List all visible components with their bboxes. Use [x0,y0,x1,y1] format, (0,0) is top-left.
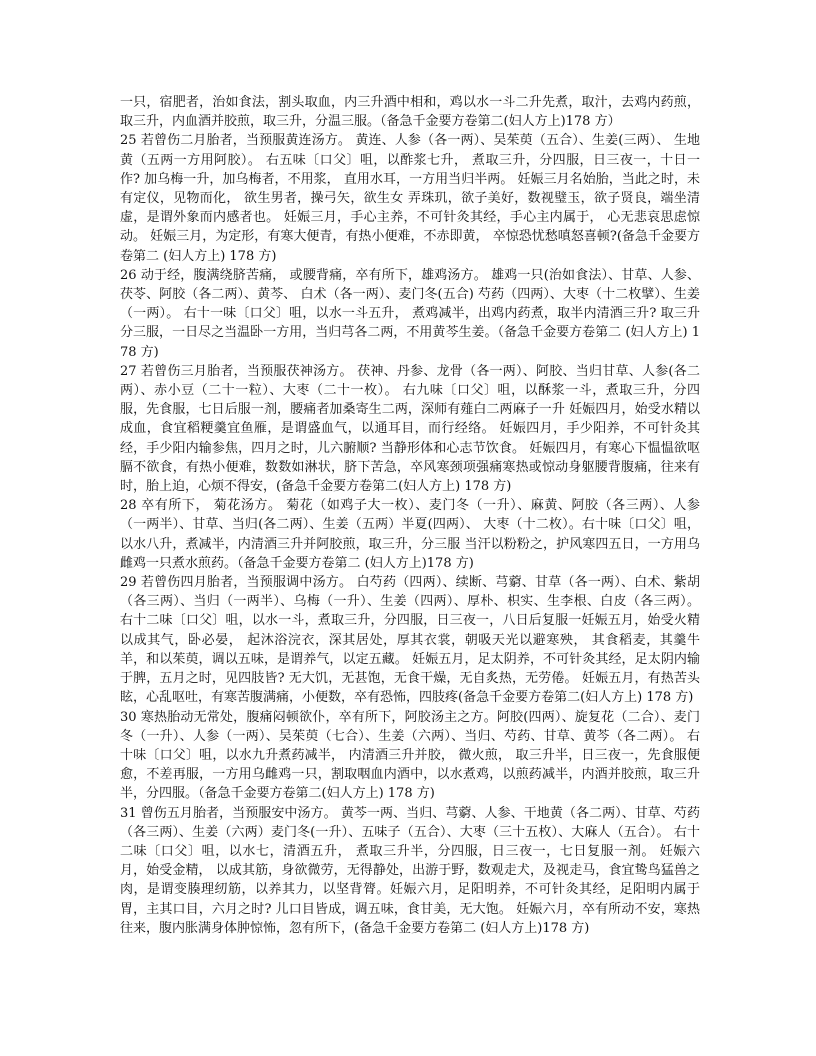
paragraph-27: 27 若曾伤三月胎者，当预服茯神汤方。 茯神、丹参、龙骨（各一两）、阿胶、当归甘草、人参(各二两）、赤小豆（二十一粒）、大枣（二十一枚）。 右九味〔口父〕咀，以酥浆一斗，煮取三升，分四服，先食服，七日后服一剂，腰痛者加桑寄生二两，深师有薤白二两麻子一升 妊娠四月，始受水精以成血，食宜稻粳羹宜鱼雁，是谓盛血气，以通耳目，而行经络。 妊娠四月，手少阳养，不可针灸其经，手少阳内输参焦，四月之时，儿六腑顺? 当静形体和心志节饮食。 妊娠四月，有寒心下愠愠欲呕膈不欲食，有热小便难，数数如淋状，脐下苦急，卒风寒颈项强痛寒热或惊动身躯腰背腹痛，往来有时，胎上迫，心烦不得安，(备急千金要方卷第二(妇人方上) 178 方) [120,363,700,495]
paragraph-25: 25 若曾伤二月胎者，当预服黄连汤方。 黄连、人参（各一两）、吴茱萸（五合）、生姜(三两）、 生地黄（五两一方用阿胶）。 右五味〔口父〕咀，以酢浆七升， 煮取三升，分四服，日三夜一，十日一作? 加乌梅一升，加乌梅者，不用浆， 直用水耳，一方用当归半两。 妊娠三月名始胎，当此之时，未有定仪，见物而化， 欲生男者，操弓矢，欲生女 弄珠玑，欲子美好，数视璧玉，欲子贤良，端坐清虚，是谓外象而内感者也。 妊娠三月，手心主养，不可针灸其经，手心主内属于， 心无悲哀思虑惊动。 妊娠三月，为定形，有寒大便青，有热小便难，不赤即黄， 卒惊恐忧愁嗔怒喜顿?(备急千金要方卷第二 (妇人方上) 178 方) [120,133,700,264]
paragraph-31: 31 曾伤五月胎者，当预服安中汤方。 黄芩一两、当归、芎藭、人参、干地黄（各二两）、甘草、芍药（各三两）、生姜（六两）麦门冬(一升）、五味子（五合）、大枣（三十五枚）、大麻人（五合）。 右十二味〔口父〕咀，以水七，清酒五升， 煮取三升半，分四服，日三夜一，七日复服一剂。 妊娠六月，始受金精， 以成其筋，身欲微劳，无得静处，出游于野，数观走犬，及视走马，食宜鸷鸟猛兽之肉，是谓变腠理纫筋，以养其力，以坚背膂。妊娠六月，足阳明养，不可针灸其经，足阳明内属于胃，主其口目，六月之时? 儿口目皆成，调五味，食甘美，无大饱。 妊娠六月，卒有所动不安，寒热往来，腹内胀满身体肿惊怖，忽有所下，(备急千金要方卷第二 (妇人方上)178 方) [120,805,700,936]
paragraph-26: 26 动于经，腹满绕脐苦痛， 或腰背痛，卒有所下，雄鸡汤方。 雄鸡一只(治如食法）、甘草、人参、茯苓、阿胶（各二两）、黄芩、 白术（各一两）、麦门冬(五合) 芍药（四两）、大枣（十二枚擘）、生姜（一两）。 右十一味〔口父〕咀，以水一斗五升， 煮鸡减半，出鸡内药煮，取半内清酒三升? 取三升分三服，一日尽之当温卧一方用，当归芎各二两，不用黄芩生姜。（备急千金要方卷第二 (妇人方上) 178 方) [120,267,700,360]
paragraph-28: 28 卒有所下， 菊花汤方。 菊花（如鸡子大一枚）、麦门冬（一升）、麻黄、阿胶（各三两）、人参（一两半）、甘草、当归(各二两）、生姜（五两）半夏(四两）、 大枣（十二枚）。右十味〔口父〕咀，以水八升，煮减半，内清酒三升并阿胶煎，取三升，分三服 当汗以粉粉之，护风寒四五日，一方用乌雌鸡一只煮水煎药。（备急千金要方卷第二 (妇人方上)178 方) [120,498,700,571]
paragraph-30: 30 寒热胎动无常处，腹痛闷顿欲仆，卒有所下，阿胶汤主之方。阿胶(四两）、旋复花（二合）、麦门冬（一升）、人参（一两）、吴茱萸（七合）、生姜（六两）、当归、芍药、甘草、黄芩（各二两）。 右十味〔口父〕咀，以水九升煮药减半， 内清酒三升并胶， 微火煎， 取三升半，日三夜一，先食服便愈，不差再服，一方用乌雌鸡一只，割取咽血内酒中，以水煮鸡，以煎药减半，内酒并胶煎，取三升半，分四服。（备急千金要方卷第二(妇人方上) 178 方) [120,709,700,802]
paragraph-29: 29 若曾伤四月胎者，当预服调中汤方。 白芍药（四两）、续断、芎藭、甘草（各一两）、白术、紫胡（各三两）、当归（一两半）、乌梅（一升）、生姜（四两）、厚朴、枳实、生李根、白皮（各三两）。 右十二味〔口父〕咀，以水一斗，煮取三升，分四服，日三夜一，八日后复服一妊娠五月，始受火精以成其气，卧必晏， 起沐浴浣衣，深其居处，厚其衣裳，朝吸天光以避寒殃， 其食稻麦，其羹牛羊，和以茱萸，调以五味，是谓养气，以定五藏。 妊娠五月，足太阴养，不可针灸其经，足太阴内输于脾，五月之时，见四肢皆? 无大饥，无甚饱，无食干燥，无自炙热，无劳倦。 妊娠五月，有热苦头眩，心乱呕吐，有寒苦腹满痛，小便数，卒有恐怖，四肢疼(备急千金要方卷第二(妇人方上) 178 方) [120,575,700,706]
paragraph-continuation: 一只，宿肥者，治如食法，割头取血，内三升酒中相和，鸡以水一斗二升先煮，取汁，去鸡内药煎，取三升，内血酒并胶煎，取三升，分温三服。（备急千金要方卷第二(妇人方上)178 方） [120,95,700,130]
document-page [120,93,700,938]
